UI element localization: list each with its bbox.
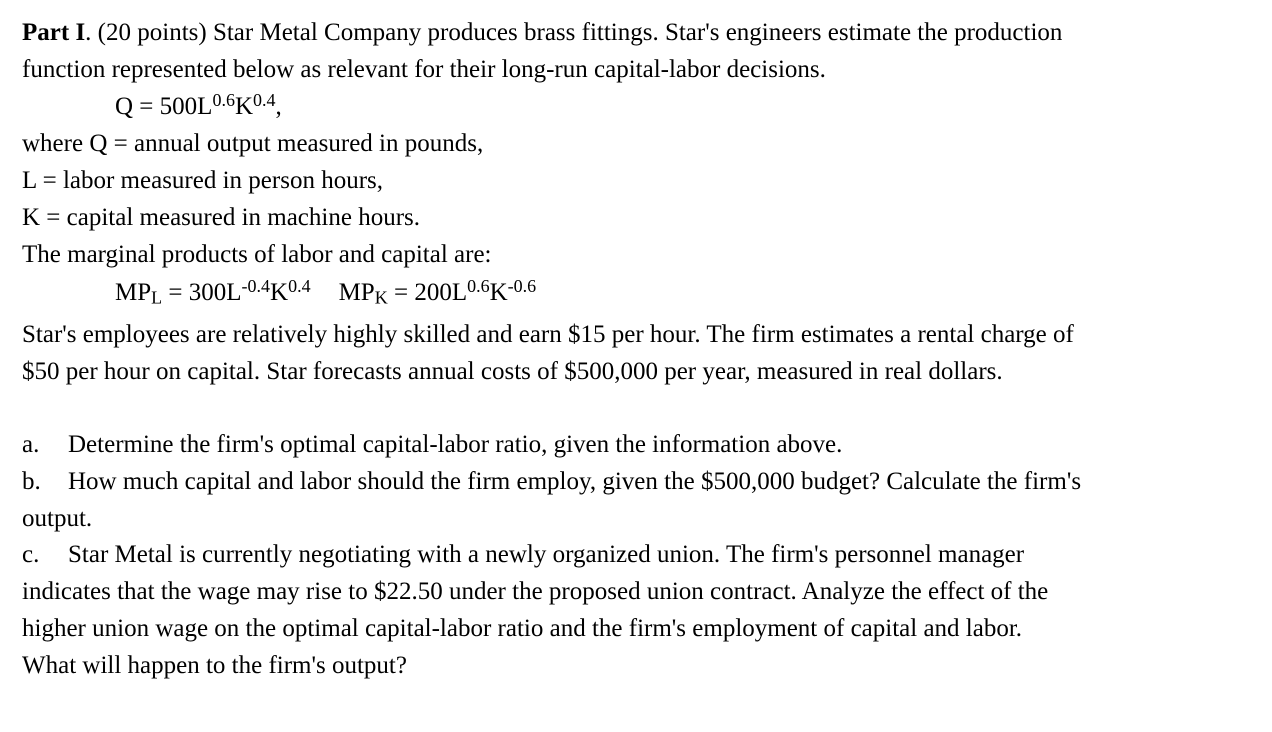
question-a-text: Determine the firm's optimal capital-labor ratio, given the information above. bbox=[68, 431, 843, 458]
question-c-cont-1: indicates that the wage may rise to $22.50 under the proposed union contract. Analyze the effect of the bbox=[22, 578, 1049, 605]
question-c-text: Star Metal is currently negotiating with a newly organized union. The firm's personnel manager bbox=[68, 541, 1025, 568]
costs-line-2: $50 per hour on capital. Star forecasts annual costs of $500,000 per year, measured in real dollars. bbox=[22, 358, 1003, 385]
question-b bbox=[22, 467, 1081, 497]
question-c-cont-2: higher union wage on the optimal capital-labor ratio and the firm's employment of capital and labor. bbox=[22, 615, 1023, 642]
marginal-products bbox=[115, 275, 537, 308]
question-c-cont-3: What will happen to the firm's output? bbox=[22, 652, 407, 679]
labor-exponent: 0.6 bbox=[212, 89, 235, 110]
mpl-formula: $MP_L = 300L^{-0.4}K^{0.4}$ bbox=[115, 275, 311, 308]
part-label: Part I bbox=[22, 19, 86, 46]
marginal-intro: The marginal products of labor and capital are: bbox=[22, 241, 492, 268]
capital-exponent: 0.4 bbox=[253, 89, 276, 110]
definition-labor: L = labor measured in person hours, bbox=[22, 167, 383, 194]
question-b-cont: output. bbox=[22, 505, 93, 532]
question-c bbox=[22, 540, 1024, 570]
costs-line-1: Star's employees are relatively highly skilled and earn $15 per hour. The firm estimates a rental charge of bbox=[22, 321, 1074, 348]
intro-text: . (20 points) Star Metal Company produces brass fittings. Star's engineers estimate the production bbox=[85, 19, 1063, 46]
intro-line-1 bbox=[22, 18, 1062, 48]
question-a-marker: a. bbox=[22, 431, 40, 458]
intro-line-2: function represented below as relevant for their long-run capital-labor decisions. bbox=[22, 56, 826, 83]
question-a bbox=[22, 430, 842, 460]
question-c-marker: c. bbox=[22, 541, 40, 568]
definition-output: where Q = annual output measured in pounds, bbox=[22, 130, 484, 157]
mpk-formula: $MP_K = 200L^{0.6}K^{-0.6}$ bbox=[338, 275, 537, 308]
production-function: $Q = 500L^{0.6}K^{0.4}$, bbox=[115, 89, 282, 120]
question-b-marker: b. bbox=[22, 468, 41, 495]
question-b-text: How much capital and labor should the firm employ, given the $500,000 budget? Calculate the firm's bbox=[68, 468, 1082, 495]
definition-capital: K = capital measured in machine hours. bbox=[22, 204, 420, 231]
